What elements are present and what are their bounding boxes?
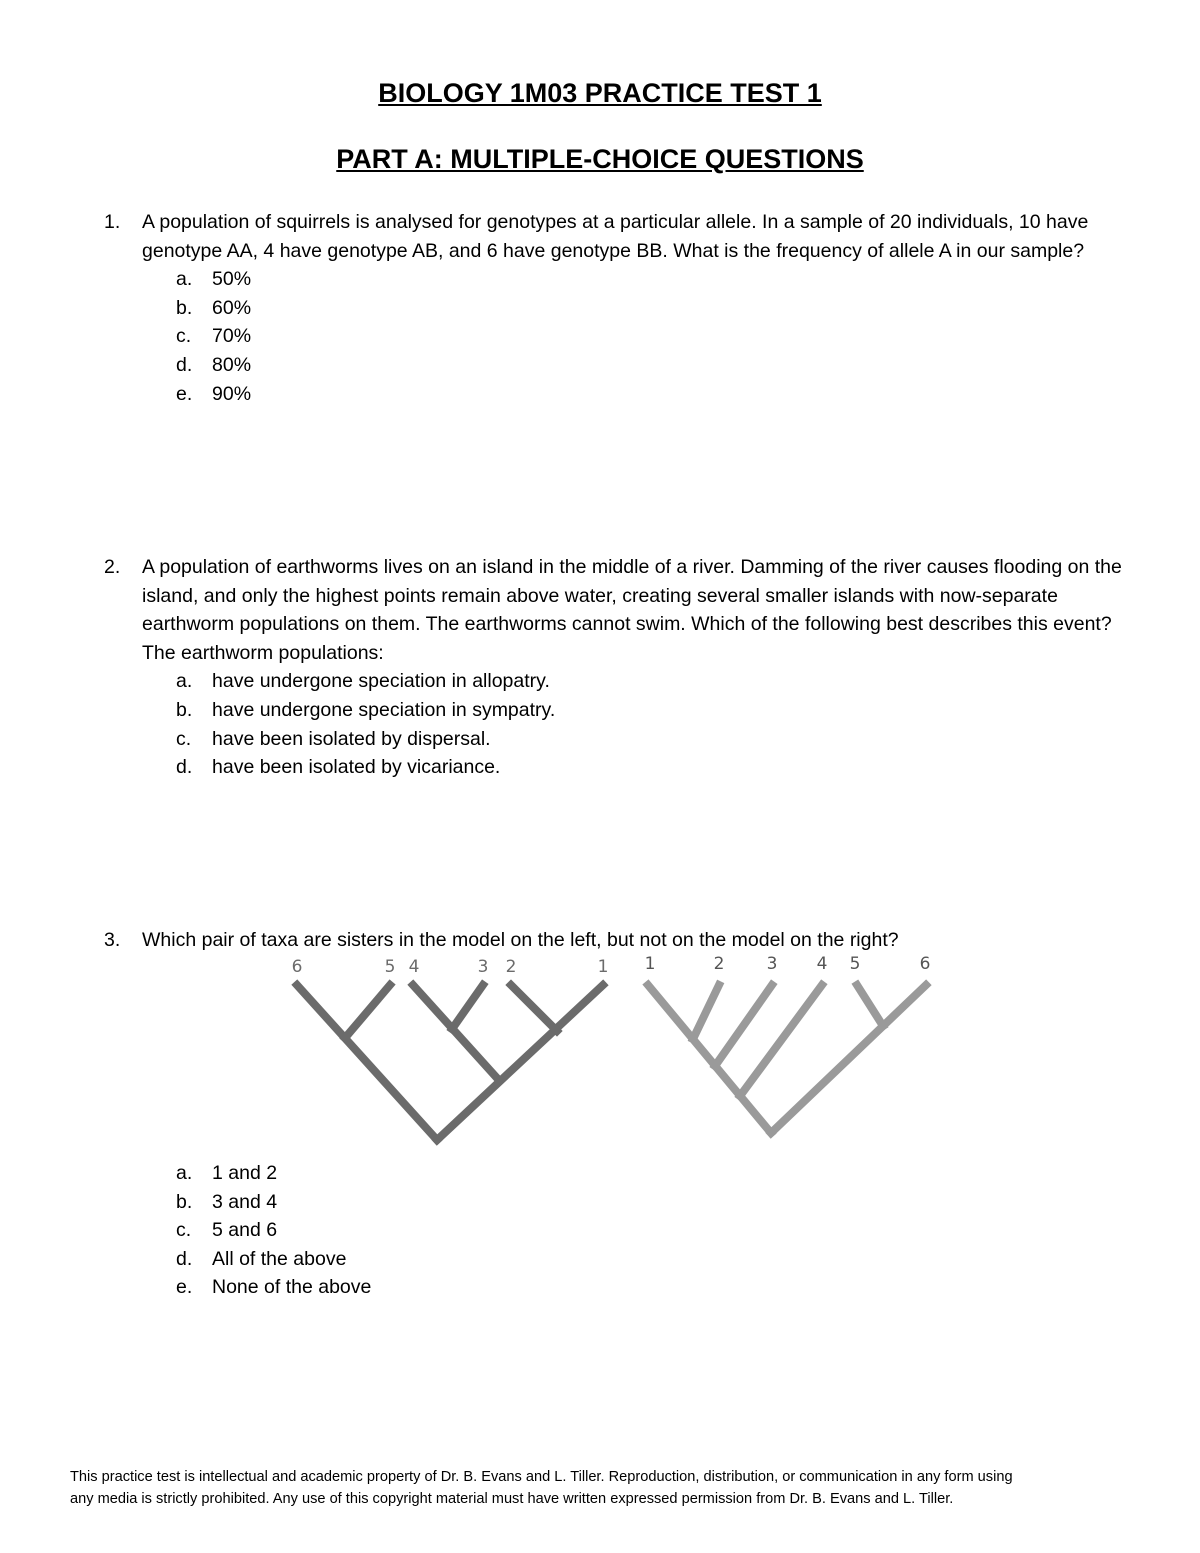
answer-option [104,1216,1004,1245]
option-letter: a. [176,670,193,693]
option-letter: d. [176,756,193,779]
answer-option [104,1245,1004,1274]
question-2 [104,553,1134,782]
answer-option [104,322,1134,351]
answer-option [104,696,1134,725]
taxon-label: 6 [291,957,303,977]
option-text: 90% [212,382,252,405]
option-letter: b. [176,698,193,721]
option-text: have undergone speciation in sympatry. [212,698,556,721]
taxon-label: 2 [505,957,517,977]
phylogenetic-trees-figure [0,950,1200,1150]
taxon-label: 6 [919,954,931,974]
left-tree [292,957,609,1140]
question-number: 3. [104,929,121,951]
document-title: BIOLOGY 1M03 PRACTICE TEST 1 [378,78,822,108]
copyright-footer [70,1466,1150,1510]
answer-option [104,753,1134,782]
answer-options [104,667,1134,781]
option-text: 70% [212,325,252,348]
taxon-label: 3 [477,957,489,977]
answer-option [104,725,1134,754]
taxon-label: 4 [816,954,828,974]
option-letter: d. [176,1247,193,1270]
tree-branch [771,985,926,1133]
footer-line: This practice test is intellectual and academic property of Dr. B. Evans and L. Tiller. Reproduction, distribution, or communication in any form using [70,1469,1013,1485]
option-text: 50% [212,268,252,291]
taxon-label: 4 [408,957,420,977]
taxon-label: 1 [597,957,609,977]
tree-branch [345,985,390,1038]
question-text: A population of earthworms lives on an island in the middle of a river. Damming of the river causes flooding on the island, and only the highest points remain above water, creating several smaller islands with now-separate earthworm populations on them. The earthworms cannot swim. Which of the following best describes this event? The earthworm populations: [142,556,1122,664]
option-letter: b. [176,1190,193,1213]
option-text: 80% [212,353,252,376]
tree-branch [511,985,557,1031]
option-text: 1 and 2 [212,1162,278,1184]
option-letter: e. [176,1276,193,1299]
answer-option [104,294,1134,323]
option-text: All of the above [212,1247,347,1270]
option-letter: a. [176,268,193,291]
tree-branch [452,985,483,1029]
option-text: have undergone speciation in allopatry. [212,670,550,693]
footer-line: any media is strictly prohibited. Any use of this copyright material must have written expressed permission from Dr. B. Evans and L. Tiller. [70,1491,954,1507]
answer-option [104,265,1134,294]
answer-option [104,1273,1004,1302]
tree-branch [740,985,822,1096]
part-heading: PART A: MULTIPLE-CHOICE QUESTIONS [336,144,864,174]
taxon-label: 1 [644,954,656,974]
tree-branch [857,985,883,1026]
option-letter: c. [176,727,192,750]
tree-branch [715,985,772,1066]
answer-options [104,265,1134,408]
tree-branch [693,985,719,1039]
taxon-label: 2 [713,954,725,974]
answer-options [104,1159,1004,1302]
taxon-label: 5 [384,957,396,977]
question-number: 2. [104,556,121,578]
answer-option [104,1188,1004,1217]
answer-option [104,351,1134,380]
taxon-label: 3 [766,954,778,974]
option-letter: c. [176,325,192,348]
question-text: A population of squirrels is analysed for genotypes at a particular allele. In a sample of 20 individuals, 10 have genotype AA, 4 have genotype AB, and 6 have genotype BB. What is the frequency of allele A in our sample? [142,211,1089,262]
option-text: have been isolated by vicariance. [212,756,501,779]
question-text: Which pair of taxa are sisters in the model on the left, but not on the model on the right? [142,929,899,951]
question-1 [104,208,1134,408]
option-text: 5 and 6 [212,1219,278,1242]
taxon-label: 5 [849,954,861,974]
option-letter: b. [176,296,193,319]
option-letter: c. [176,1219,192,1242]
right-tree [645,954,931,1133]
option-text: None of the above [212,1276,372,1299]
option-letter: a. [176,1162,193,1184]
answer-option [104,380,1134,409]
answer-option [104,667,1134,696]
question-number: 1. [104,211,121,233]
option-text: 60% [212,296,252,319]
option-text: have been isolated by dispersal. [212,727,491,750]
option-letter: d. [176,353,193,376]
answer-option [104,1159,1004,1188]
option-text: 3 and 4 [212,1190,278,1213]
option-letter: e. [176,382,193,405]
